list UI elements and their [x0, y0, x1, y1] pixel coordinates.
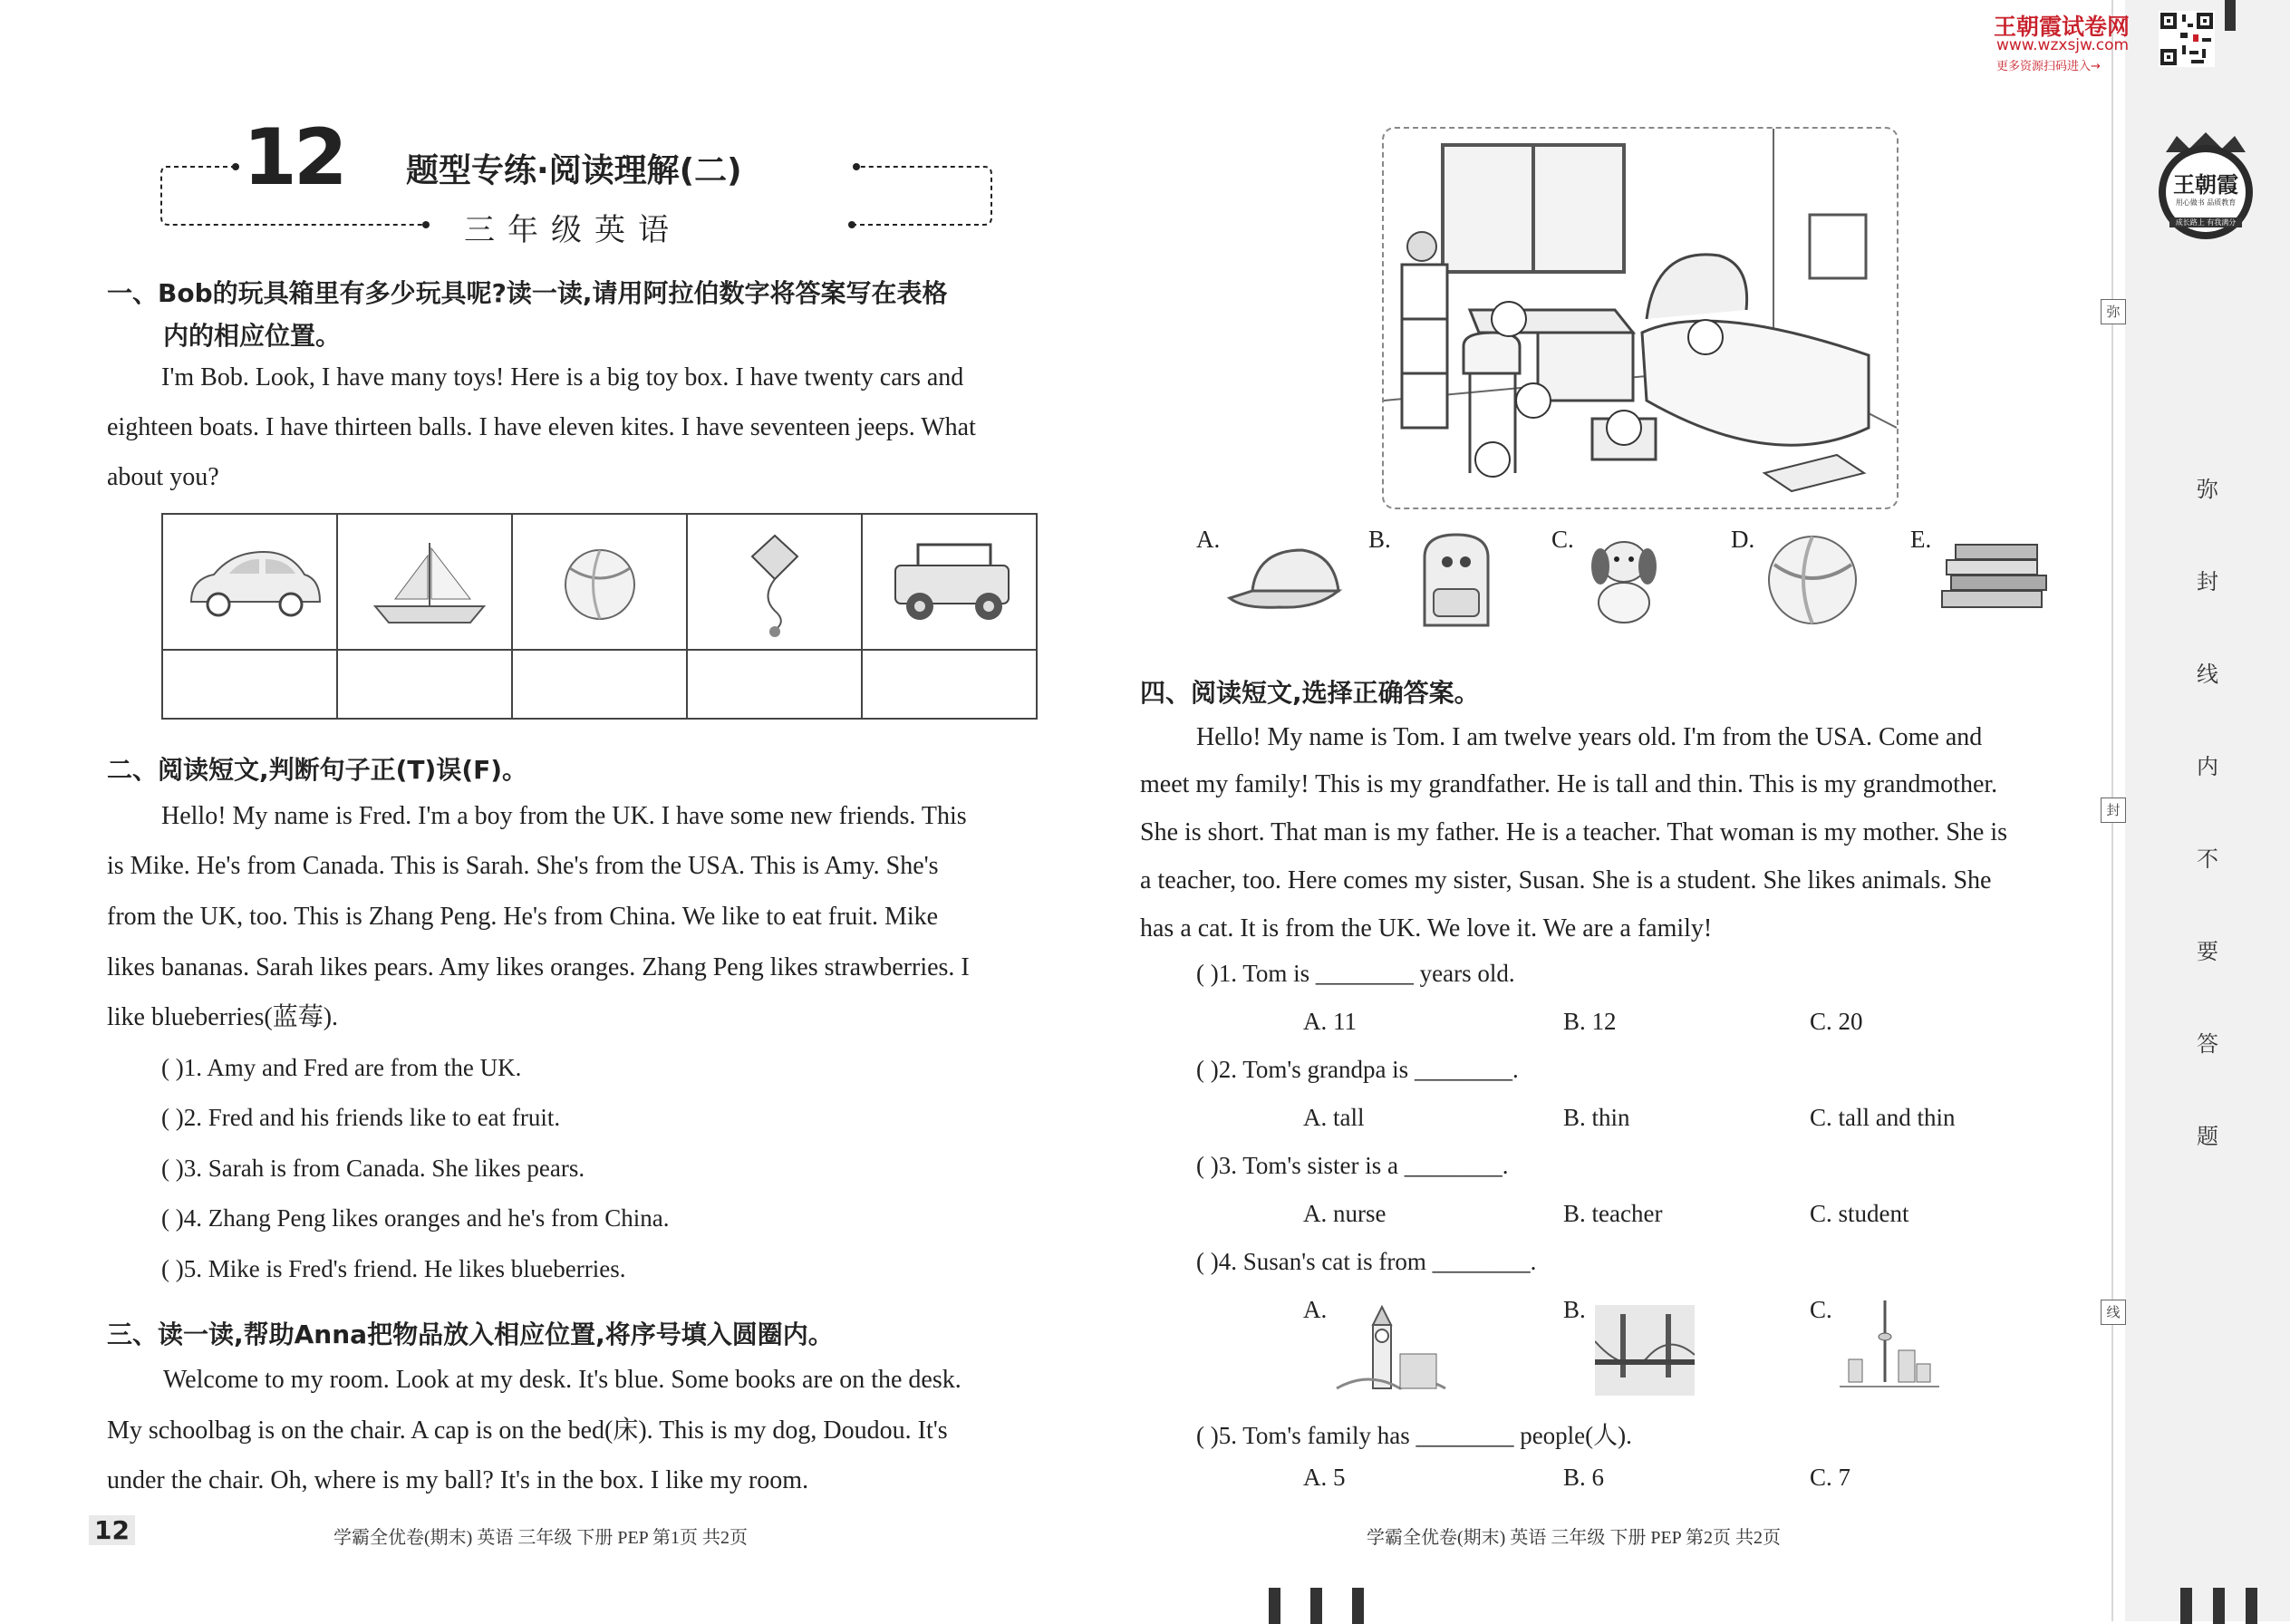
mc-option: B. teacher — [1563, 1200, 1663, 1227]
binding-char: 内 — [2197, 754, 2218, 779]
mc-question: ( )4. Susan's cat is from ________. — [1196, 1248, 1537, 1275]
tf-question: ( )2. Fred and his friends like to eat fruit. — [161, 1104, 561, 1131]
mc-option: A. tall — [1303, 1104, 1365, 1131]
mc-option: C. — [1810, 1296, 1832, 1323]
section-2-text: likes bananas. Sarah likes pears. Amy likes oranges. Zhang Peng likes strawberries. I — [107, 953, 970, 981]
mc-option: A. — [1303, 1296, 1328, 1323]
ball-icon — [514, 516, 685, 648]
kite-icon — [689, 516, 860, 648]
section-1-text: eighteen boats. I have thirteen balls. I have eleven kites. I have seventeen jeeps. What — [107, 413, 976, 441]
chapter-number: 12 — [243, 112, 344, 203]
binding-tick: 封 — [2101, 798, 2126, 823]
option-letter: E. — [1910, 526, 1932, 553]
binding-char: 封 — [2197, 569, 2218, 594]
brand-motto: 用心做书 品质教育 — [2175, 198, 2237, 207]
binding-char: 要 — [2197, 939, 2218, 964]
answer-cell[interactable] — [687, 650, 862, 719]
binding-tick: 线 — [2101, 1300, 2126, 1325]
footer-text: 学霸全优卷(期末) 英语 三年级 下册 PEP 第2页 共2页 — [1367, 1528, 1782, 1548]
watermark-url: www.wzxsjw.com — [1996, 36, 2130, 54]
cap-icon — [1225, 536, 1348, 623]
mc-option: B. 12 — [1563, 1008, 1617, 1035]
boat-icon — [339, 516, 510, 648]
crop-mark — [1269, 1588, 1280, 1624]
toy-cell — [337, 514, 512, 650]
mc-option: C. 20 — [1810, 1008, 1863, 1035]
toy-cell — [687, 514, 862, 650]
watermark-tagline: 更多资源扫码进入→ — [1996, 60, 2101, 73]
tf-question: ( )3. Sarah is from Canada. She likes pears. — [161, 1155, 585, 1182]
page-number: 12 — [89, 1515, 135, 1545]
tf-question: ( )1. Amy and Fred are from the UK. — [161, 1054, 522, 1081]
toy-cell — [162, 514, 337, 650]
binding-char: 题 — [2197, 1124, 2218, 1149]
crop-mark — [2246, 1588, 2257, 1624]
qr-code-icon — [2159, 11, 2215, 67]
section-4-text: meet my family! This is my grandfather. He is tall and thin. This is my grandmother. — [1140, 770, 1998, 798]
mc-question: ( )1. Tom is ________ years old. — [1196, 960, 1515, 987]
mc-option: C. student — [1810, 1200, 1909, 1227]
toy-count-table — [161, 513, 1038, 720]
room-illustration — [1382, 127, 1899, 509]
mc-option: B. — [1563, 1296, 1586, 1323]
mc-option: C. tall and thin — [1810, 1104, 1956, 1131]
section-3-text: under the chair. Oh, where is my ball? It's in the box. I like my room. — [107, 1466, 809, 1494]
page-subtitle: 三年级英语 — [464, 212, 681, 248]
brand-logo — [2153, 127, 2258, 245]
section-4-text: She is short. That man is my father. He is a teacher. That woman is my mother. She is — [1140, 818, 2008, 846]
answer-cell[interactable] — [512, 650, 687, 719]
mc-option: A. 5 — [1303, 1464, 1346, 1491]
binding-char: 弥 — [2197, 477, 2218, 502]
section-2-text: from the UK, too. This is Zhang Peng. He's from China. We like to eat fruit. Mike — [107, 903, 939, 931]
section-4-text: has a cat. It is from the UK. We love it. We are a family! — [1140, 914, 1713, 942]
crop-mark — [1310, 1588, 1322, 1624]
binding-char: 线 — [2197, 662, 2218, 687]
section-4-heading: 四、阅读短文,选择正确答案。 — [1140, 678, 1480, 708]
section-2-text: is Mike. He's from Canada. This is Sarah. She's from the USA. This is Amy. She's — [107, 852, 939, 880]
ball-icon — [1765, 533, 1860, 627]
answer-cell[interactable] — [862, 650, 1037, 719]
section-1-heading: 一、Bob的玩具箱里有多少玩具呢?读一读,请用阿拉伯数字将答案写在表格 — [107, 278, 948, 308]
toy-cell — [512, 514, 687, 650]
option-letter: C. — [1551, 526, 1574, 553]
mc-question: ( )2. Tom's grandpa is ________. — [1196, 1056, 1519, 1083]
mc-option: B. thin — [1563, 1104, 1630, 1131]
option-letter: A. — [1196, 526, 1221, 553]
option-letter: D. — [1731, 526, 1755, 553]
section-3-heading: 三、读一读,帮助Anna把物品放入相应位置,将序号填入圆圈内。 — [107, 1320, 834, 1349]
mc-question: ( )5. Tom's family has ________ people(人). — [1196, 1422, 1632, 1449]
page-title: 题型专练·阅读理解(二) — [406, 152, 742, 189]
brand-motto: 成长路上 有我满分 — [2169, 218, 2242, 227]
dog-icon — [1580, 530, 1667, 634]
section-4-text: Hello! My name is Tom. I am twelve years old. I'm from the USA. Come and — [1196, 723, 1983, 751]
section-1-text: I'm Bob. Look, I have many toys! Here is a big toy box. I have twenty cars and — [161, 363, 964, 392]
crop-mark — [2180, 1588, 2192, 1624]
jeep-icon — [864, 516, 1035, 648]
golden-gate-bridge-icon — [1595, 1305, 1695, 1396]
schoolbag-icon — [1406, 530, 1506, 634]
section-1-text: about you? — [107, 463, 219, 491]
mc-option: A. 11 — [1303, 1008, 1357, 1035]
binding-char: 不 — [2197, 846, 2218, 872]
tf-question: ( )5. Mike is Fred's friend. He likes blueberries. — [161, 1255, 626, 1282]
tf-question: ( )4. Zhang Peng likes oranges and he's from China. — [161, 1204, 670, 1232]
watermark-site: 王朝霞试卷网 — [1994, 14, 2131, 40]
binding-char: 答 — [2197, 1031, 2218, 1057]
crop-mark — [2213, 1588, 2225, 1624]
london-landmark-icon — [1332, 1298, 1448, 1397]
section-2-heading: 二、阅读短文,判断句子正(T)误(F)。 — [107, 755, 528, 785]
option-letter: B. — [1368, 526, 1391, 553]
mc-option: C. 7 — [1810, 1464, 1851, 1491]
section-3-text: My schoolbag is on the chair. A cap is on the bed(床). This is my dog, Doudou. It's — [107, 1416, 948, 1445]
crop-mark — [1352, 1588, 1364, 1624]
mc-question: ( )3. Tom's sister is a ________. — [1196, 1152, 1509, 1179]
footer-text: 学霸全优卷(期末) 英语 三年级 下册 PEP 第1页 共2页 — [333, 1528, 749, 1548]
section-1-heading-cont: 内的相应位置。 — [163, 321, 342, 351]
mc-option: A. nurse — [1303, 1200, 1387, 1227]
mc-option: B. 6 — [1563, 1464, 1605, 1491]
toronto-skyline-icon — [1840, 1296, 1939, 1396]
answer-cell[interactable] — [162, 650, 337, 719]
toy-cell — [862, 514, 1037, 650]
binding-tick: 弥 — [2101, 299, 2126, 324]
section-3-text: Welcome to my room. Look at my desk. It's blue. Some books are on the desk. — [163, 1366, 961, 1394]
books-icon — [1937, 540, 2051, 613]
section-4-text: a teacher, too. Here comes my sister, Susan. She is a student. She likes animals. She — [1140, 866, 1992, 894]
brand-name: 王朝霞 — [2173, 171, 2238, 198]
answer-cell[interactable] — [337, 650, 512, 719]
car-icon — [164, 516, 335, 648]
section-2-text: like blueberries(蓝莓). — [107, 1003, 339, 1031]
crop-mark — [2225, 0, 2236, 31]
section-2-text: Hello! My name is Fred. I'm a boy from the UK. I have some new friends. This — [161, 802, 967, 830]
